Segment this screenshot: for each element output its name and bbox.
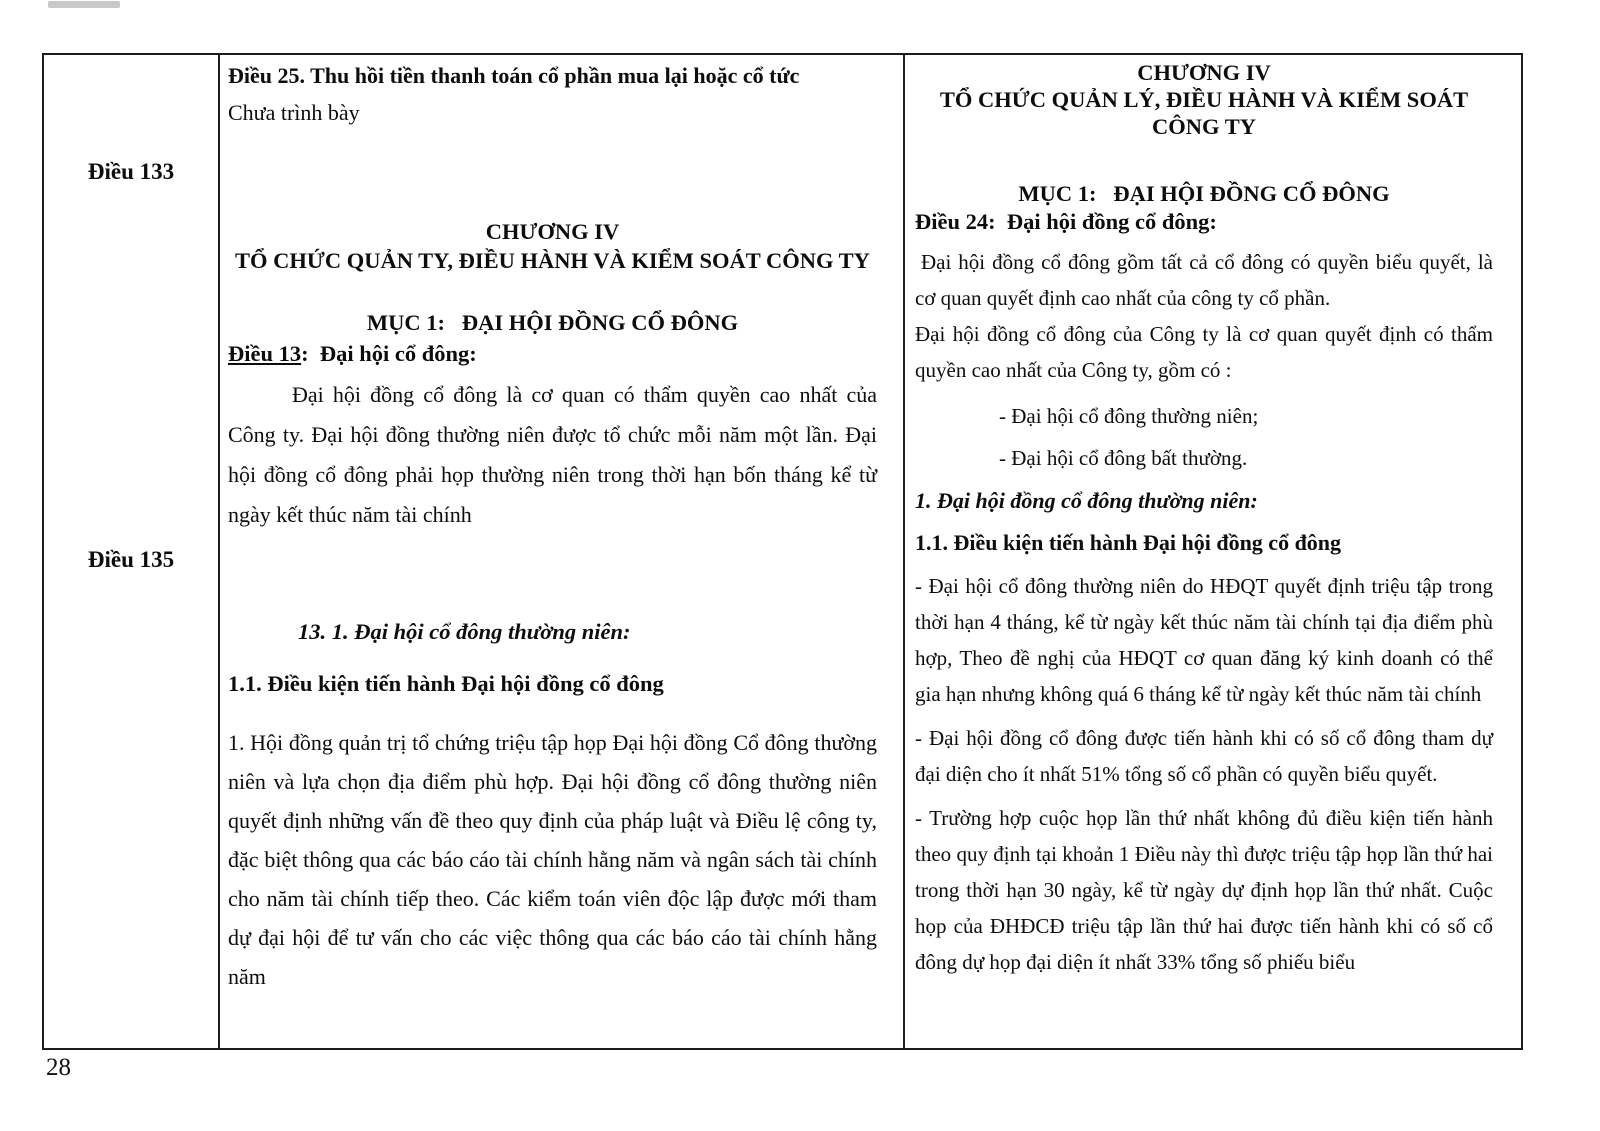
paragraph-right-3: - Đại hội cổ đông thường niên do HĐQT quyết định triệu tập trong thời hạn 4 tháng, kể từ ngày kết thúc năm tài chính tại địa điểm phù hợp, Theo đề nghị của HĐQT cơ quan đăng ký kinh doanh có thể gia hạn nhưng không quá 6 tháng kể từ ngày kết thúc năm tài chính — [915, 574, 1493, 706]
page-number: 28 — [46, 1054, 71, 1081]
column-article-refs — [44, 55, 220, 1048]
chapter-heading-mid — [228, 217, 877, 275]
paragraph-mid-2: 1. Hội đồng quản trị tổ chứng triệu tập họp Đại hội đồng Cổ đông thường niên và lựa chọn địa điểm phù hợp. Đại hội đồng cổ đông thường niên quyết định những vấn đề theo quy định của pháp luật và Điều lệ công ty, đặc biệt thông qua các báo cáo tài chính hằng năm và ngân sách tài chính cho năm tài chính tiếp theo. Các kiểm toán viên độc lập được mới tham dự đại hội để tư vấn cho các việc thông qua các báo cáo tài chính hằng năm — [228, 730, 877, 989]
dieu-24-label: Điều 24 — [915, 209, 989, 234]
chapter-title-right: CHƯƠNG IV — [1137, 60, 1271, 85]
heading-dieu-25: Điều 25. Thu hồi tiền thanh toán cổ phần mua lại hoặc cổ tức — [228, 63, 800, 88]
scan-artifact — [48, 1, 120, 8]
bullet-annual-meeting: - Đại hội cổ đông thường niên; — [999, 404, 1259, 428]
not-presented-note: Chưa trình bày — [228, 100, 360, 125]
paragraph-mid-1: Đại hội đồng cổ đông là cơ quan có thẩm quyền cao nhất của Công ty. Đại hội đồng thường niên được tổ chức mỗi năm một lần. Đại hội đồng cổ đông phải họp thường niên trong thời hạn bốn tháng kể từ ngày kết thúc năm tài chính — [228, 382, 877, 527]
bullet-extraordinary-meeting: - Đại hội cổ đông bất thường. — [999, 446, 1248, 470]
subheading-1-1-right: 1.1. Điều kiện tiến hành Đại hội đồng cổ đông — [915, 530, 1342, 555]
paragraph-right-4: - Đại hội đồng cổ đông được tiến hành khi có số cổ đông tham dự đại diện cho ít nhất 51% tổng số cổ phần có quyền biểu quyết. — [915, 726, 1493, 786]
section-heading-right: MỤC 1: ĐẠI HỘI ĐỒNG CỔ ĐÔNG — [1018, 181, 1390, 206]
paragraph-right-1: Đại hội đồng cổ đông gồm tất cả cổ đông có quyền biểu quyết, là cơ quan quyết định cao nhất của công ty cổ phần. — [915, 250, 1493, 310]
dieu-13-label: Điều 13 — [228, 341, 302, 366]
section-heading-mid: MỤC 1: ĐẠI HỘI ĐỒNG CỔ ĐÔNG — [366, 310, 739, 335]
column-old-charter — [220, 55, 905, 1048]
comparison-table — [42, 53, 1523, 1050]
paragraph-right-5: - Trường hợp cuộc họp lần thứ nhất không đủ điều kiện tiến hành theo quy định tại khoản 1 Điều này thì được triệu tập họp lần thứ hai trong thời hạn 30 ngày, kể từ ngày dự định họp lần thứ nhất. Cuộc họp của ĐHĐCĐ triệu tập lần thứ hai được tiến hành khi có số cổ đông dự họp đại diện ít nhất 33% tổng số phiếu biểu — [915, 806, 1493, 974]
article-ref-133: Điều 133 — [87, 159, 175, 184]
dieu-13-title: : Đại hội cổ đông: — [301, 341, 477, 366]
chapter-subtitle-mid: TỔ CHỨC QUẢN TY, ĐIỀU HÀNH VÀ KIỂM SOÁT CÔNG TY — [235, 248, 870, 273]
paragraph-right-2: Đại hội đồng cổ đông của Công ty là cơ quan quyết định có thẩm quyền cao nhất của Công ty, gồm có : — [915, 322, 1493, 382]
chapter-heading-right — [915, 57, 1493, 140]
dieu-24-title: : Đại hội đồng cổ đông: — [988, 209, 1217, 234]
heading-dieu-13 — [228, 339, 877, 369]
chapter-subtitle-right-line2: CÔNG TY — [1152, 114, 1256, 139]
article-ref-135: Điều 135 — [87, 547, 175, 572]
heading-1-right: 1. Đại hội đồng cổ đông thường niên: — [915, 488, 1258, 513]
chapter-subtitle-right-line1: TỔ CHỨC QUẢN LÝ, ĐIỀU HÀNH VÀ KIỂM SOÁT — [939, 87, 1469, 112]
subheading-1-1-mid: 1.1. Điều kiện tiến hành Đại hội đồng cổ đông — [228, 671, 664, 696]
subheading-13-1: 13. 1. Đại hội cổ đông thường niên: — [298, 619, 631, 644]
heading-dieu-24 — [915, 208, 1493, 236]
chapter-title-mid: CHƯƠNG IV — [485, 219, 620, 244]
column-new-charter — [905, 55, 1521, 1048]
